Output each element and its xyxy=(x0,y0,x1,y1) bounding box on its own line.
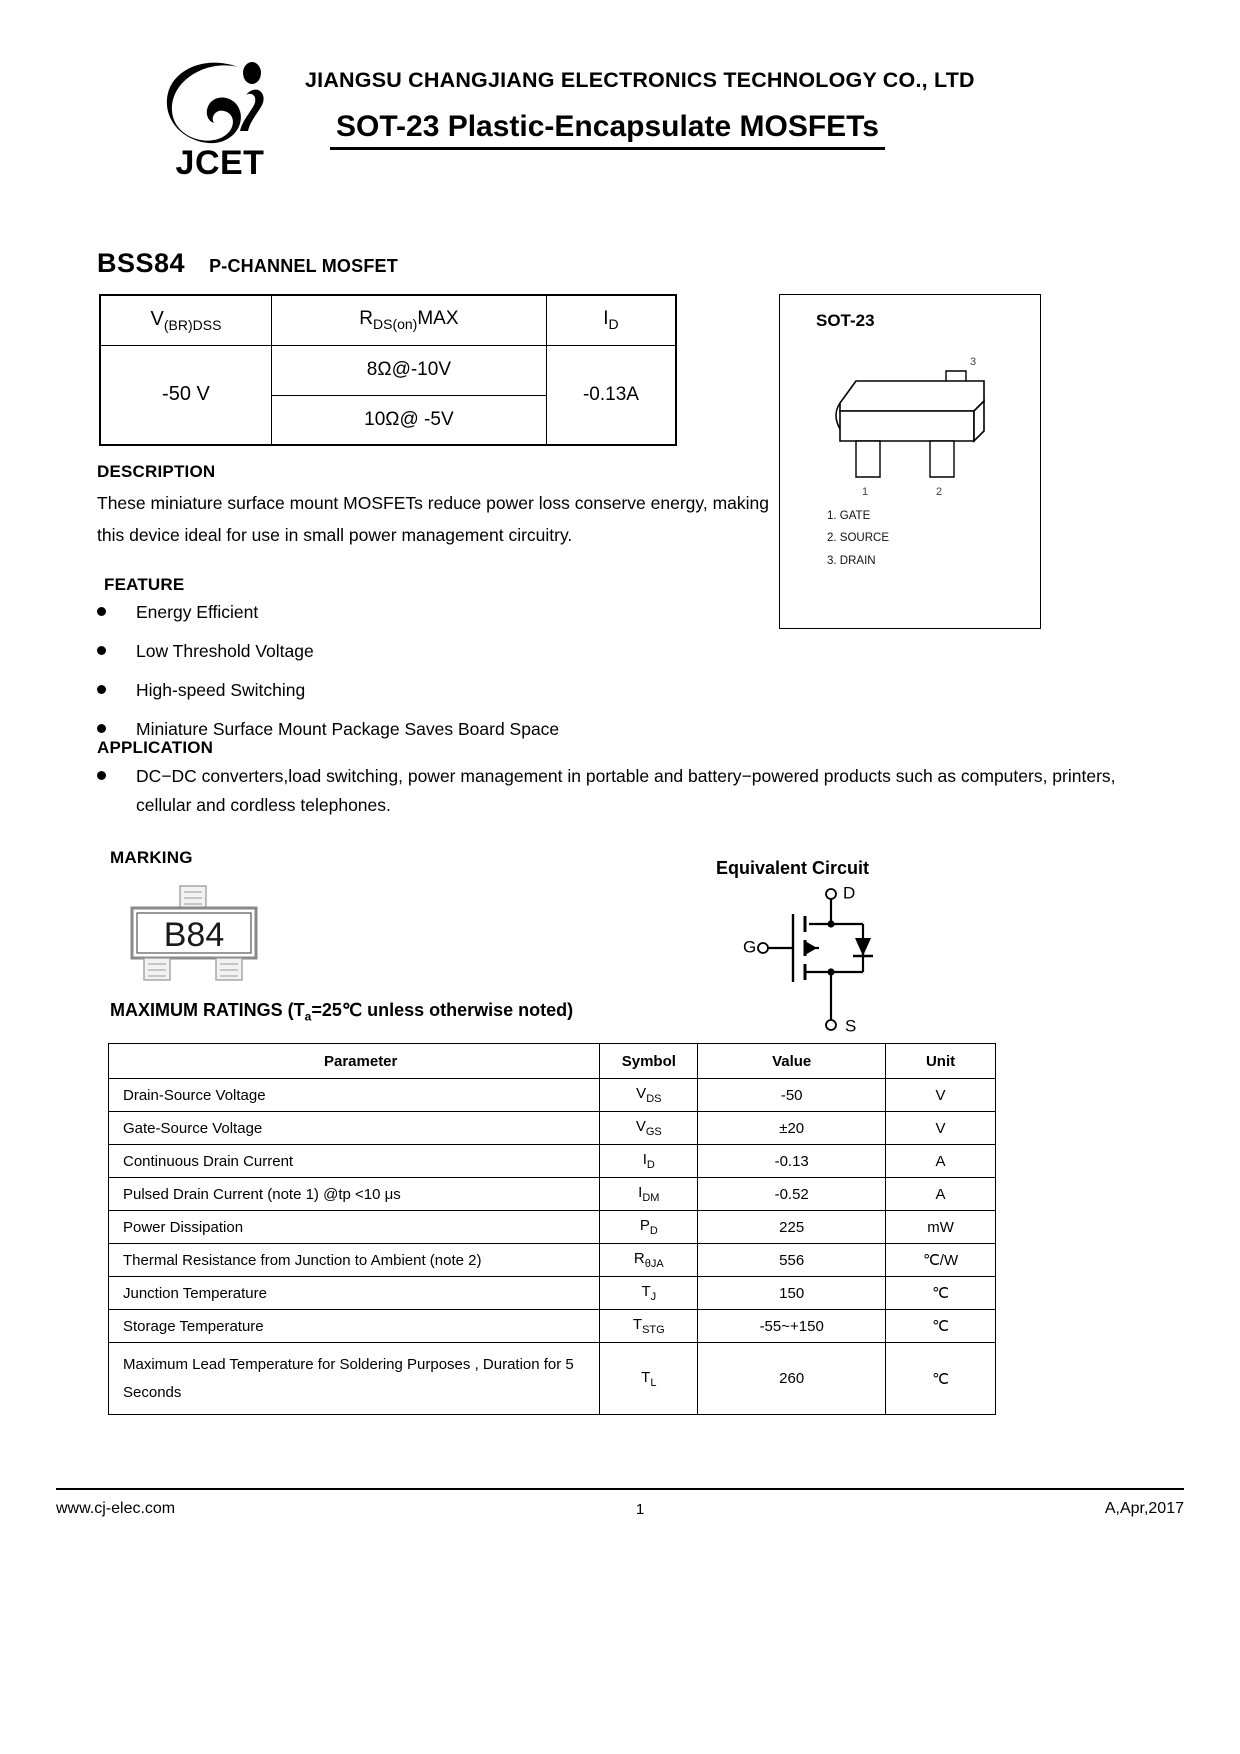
gate-label: G xyxy=(743,937,757,957)
footer-revision: A,Apr,2017 xyxy=(1104,1500,1184,1517)
ratings-heading-prefix: MAXIMUM RATINGS (T xyxy=(110,1000,305,1020)
spec-header-vbrdss xyxy=(100,295,271,345)
rating-unit: mW xyxy=(886,1211,996,1244)
rating-symbol xyxy=(600,1244,698,1277)
footer-website[interactable]: www.cj-elec.com xyxy=(56,1500,176,1517)
rating-parameter: Pulsed Drain Current (note 1) @tp <10 μs xyxy=(109,1178,600,1211)
rating-unit: A xyxy=(886,1145,996,1178)
equivalent-circuit-heading: Equivalent Circuit xyxy=(716,858,870,878)
rating-parameter: Storage Temperature xyxy=(109,1310,600,1343)
ratings-header-row xyxy=(109,1044,996,1079)
pin-number-3: 3 xyxy=(970,356,977,368)
document-title: SOT-23 Plastic-Encapsulate MOSFETs xyxy=(330,110,885,150)
source-label: S xyxy=(845,1016,857,1036)
symbol-base: V xyxy=(636,1085,647,1102)
feature-heading: FEATURE xyxy=(104,575,185,594)
symbol-base: T xyxy=(641,1283,651,1300)
rating-unit: ℃ xyxy=(886,1310,996,1343)
rating-unit: V xyxy=(886,1112,996,1145)
application-item-label: DC−DC converters,load switching, power management in portable and battery−powered products such as computers, printers, cellular and cordless telephones. xyxy=(136,766,1116,815)
rds-symbol: R xyxy=(359,308,373,330)
rating-parameter: Continuous Drain Current xyxy=(109,1145,600,1178)
table-row xyxy=(109,1343,996,1415)
feature-item-label: Energy Efficient xyxy=(136,602,259,622)
part-heading xyxy=(97,248,398,279)
column-header-parameter: Parameter xyxy=(109,1044,600,1079)
feature-item xyxy=(97,637,797,666)
symbol-sub: D xyxy=(649,1225,658,1237)
column-header-value: Value xyxy=(698,1044,886,1079)
maximum-ratings-heading xyxy=(110,1000,573,1024)
id-subscript: D xyxy=(608,316,619,333)
company-logo xyxy=(150,55,290,180)
feature-item-label: Low Threshold Voltage xyxy=(136,641,314,661)
table-row xyxy=(109,1112,996,1145)
logo-label: JCET xyxy=(175,144,265,182)
column-header-unit: Unit xyxy=(886,1044,996,1079)
symbol-sub: DM xyxy=(642,1192,660,1204)
ratings-heading-sub: a xyxy=(304,1009,312,1024)
spec-header-rdson xyxy=(271,295,546,345)
rating-value: 150 xyxy=(698,1277,886,1310)
feature-list xyxy=(97,598,797,754)
rating-parameter: Thermal Resistance from Junction to Ambient (note 2) xyxy=(109,1244,600,1277)
description-body: These miniature surface mount MOSFETs reduce power loss conserve energy, making this device ideal for use in small power management circuitry. xyxy=(97,493,769,545)
spec-summary-table xyxy=(99,294,677,446)
rating-parameter: Maximum Lead Temperature for Soldering Purposes , Duration for 5 Seconds xyxy=(109,1343,600,1415)
feature-item xyxy=(97,676,797,705)
rating-parameter: Junction Temperature xyxy=(109,1277,600,1310)
rating-value: -50 xyxy=(698,1079,886,1112)
symbol-base: T xyxy=(641,1368,651,1386)
rating-symbol xyxy=(600,1211,698,1244)
rating-symbol xyxy=(600,1343,698,1415)
package-pin-list xyxy=(827,505,889,572)
bullet-icon xyxy=(97,646,106,655)
symbol-sub: GS xyxy=(645,1126,662,1138)
symbol-base: R xyxy=(633,1250,645,1267)
jcet-logo-icon xyxy=(160,55,280,150)
rating-parameter: Gate-Source Voltage xyxy=(109,1112,600,1145)
spec-value-rdson-2: 10Ω@ -5V xyxy=(271,395,546,445)
rating-value: -55~+150 xyxy=(698,1310,886,1343)
symbol-sub: L xyxy=(650,1376,657,1389)
symbol-base: V xyxy=(635,1118,646,1135)
company-name: JIANGSU CHANGJIANG ELECTRONICS TECHNOLOGY CO., LTD xyxy=(305,68,975,92)
bullet-icon xyxy=(97,607,106,616)
rating-symbol xyxy=(600,1112,698,1145)
table-row xyxy=(109,1244,996,1277)
pin-number-1: 1 xyxy=(862,486,869,498)
spec-header-id xyxy=(546,295,676,345)
bullet-icon xyxy=(97,685,106,694)
part-number: BSS84 xyxy=(97,248,186,278)
spec-value-vbrdss: -50 V xyxy=(100,345,271,445)
column-header-symbol: Symbol xyxy=(600,1044,698,1079)
rating-value: -0.13 xyxy=(698,1145,886,1178)
rating-unit: ℃ xyxy=(886,1343,996,1415)
feature-item xyxy=(97,598,797,627)
spec-row-1 xyxy=(100,345,676,395)
rating-parameter: Power Dissipation xyxy=(109,1211,600,1244)
rating-unit: ℃ xyxy=(886,1277,996,1310)
rating-value: 225 xyxy=(698,1211,886,1244)
equivalent-circuit-symbol xyxy=(743,880,935,1040)
rating-symbol xyxy=(600,1277,698,1310)
symbol-base: T xyxy=(632,1316,643,1333)
marking-package-drawing xyxy=(118,884,278,984)
marking-heading: MARKING xyxy=(110,848,193,867)
rds-suffix: MAX xyxy=(417,308,459,330)
part-type: P-CHANNEL MOSFET xyxy=(209,256,398,276)
rating-value: ±20 xyxy=(698,1112,886,1145)
rating-symbol xyxy=(600,1079,698,1112)
table-row xyxy=(109,1211,996,1244)
vbr-symbol: V xyxy=(150,307,164,330)
footer-page-number: 1 xyxy=(635,1500,645,1518)
pin-number-2: 2 xyxy=(936,486,943,498)
rating-symbol xyxy=(600,1145,698,1178)
symbol-sub: STG xyxy=(642,1324,665,1336)
spec-value-rdson-1: 8Ω@-10V xyxy=(271,345,546,395)
spec-value-id: -0.13A xyxy=(546,345,676,445)
table-row xyxy=(109,1145,996,1178)
bullet-icon xyxy=(97,771,106,780)
spec-header-row xyxy=(100,295,676,345)
symbol-base: I xyxy=(638,1184,643,1201)
symbol-sub: J xyxy=(650,1291,657,1303)
rating-parameter: Drain-Source Voltage xyxy=(109,1079,600,1112)
rating-value: -0.52 xyxy=(698,1178,886,1211)
feature-item-label: Miniature Surface Mount Package Saves Board Space xyxy=(136,719,560,739)
vbr-subscript: (BR)DSS xyxy=(163,316,222,333)
pin-item-source: 2. SOURCE xyxy=(827,532,889,545)
rds-subscript: DS(on) xyxy=(373,316,418,333)
drain-label: D xyxy=(843,883,856,903)
package-diagram-box xyxy=(779,294,1041,629)
symbol-base: P xyxy=(639,1217,650,1234)
sot23-package-drawing xyxy=(798,337,1026,502)
table-row xyxy=(109,1277,996,1310)
marking-code: B84 xyxy=(163,916,225,954)
symbol-sub: θJA xyxy=(644,1258,664,1270)
rating-symbol xyxy=(600,1310,698,1343)
table-row xyxy=(109,1178,996,1211)
application-heading: APPLICATION xyxy=(97,738,214,757)
maximum-ratings-table xyxy=(108,1043,996,1415)
description-heading: DESCRIPTION xyxy=(97,462,216,481)
symbol-base: I xyxy=(642,1151,647,1168)
application-list xyxy=(97,762,1142,830)
bullet-icon xyxy=(97,724,106,733)
package-title: SOT-23 xyxy=(816,311,875,330)
table-row xyxy=(109,1310,996,1343)
rating-unit: ℃/W xyxy=(886,1244,996,1277)
page-header xyxy=(0,0,1240,182)
feature-item-label: High-speed Switching xyxy=(136,680,306,700)
rating-unit: A xyxy=(886,1178,996,1211)
pin-item-gate: 1. GATE xyxy=(827,510,871,522)
pin-item-drain: 3. DRAIN xyxy=(827,554,876,567)
rating-symbol xyxy=(600,1178,698,1211)
symbol-sub: DS xyxy=(646,1093,662,1105)
id-symbol: I xyxy=(603,308,609,330)
symbol-sub: D xyxy=(646,1159,655,1171)
page-footer xyxy=(56,1488,1184,1518)
table-row xyxy=(109,1079,996,1112)
rating-value: 556 xyxy=(698,1244,886,1277)
application-item xyxy=(97,762,1142,820)
rating-value: 260 xyxy=(698,1343,886,1415)
rating-unit: V xyxy=(886,1079,996,1112)
ratings-heading-suffix: =25℃ unless otherwise noted) xyxy=(311,1000,574,1020)
